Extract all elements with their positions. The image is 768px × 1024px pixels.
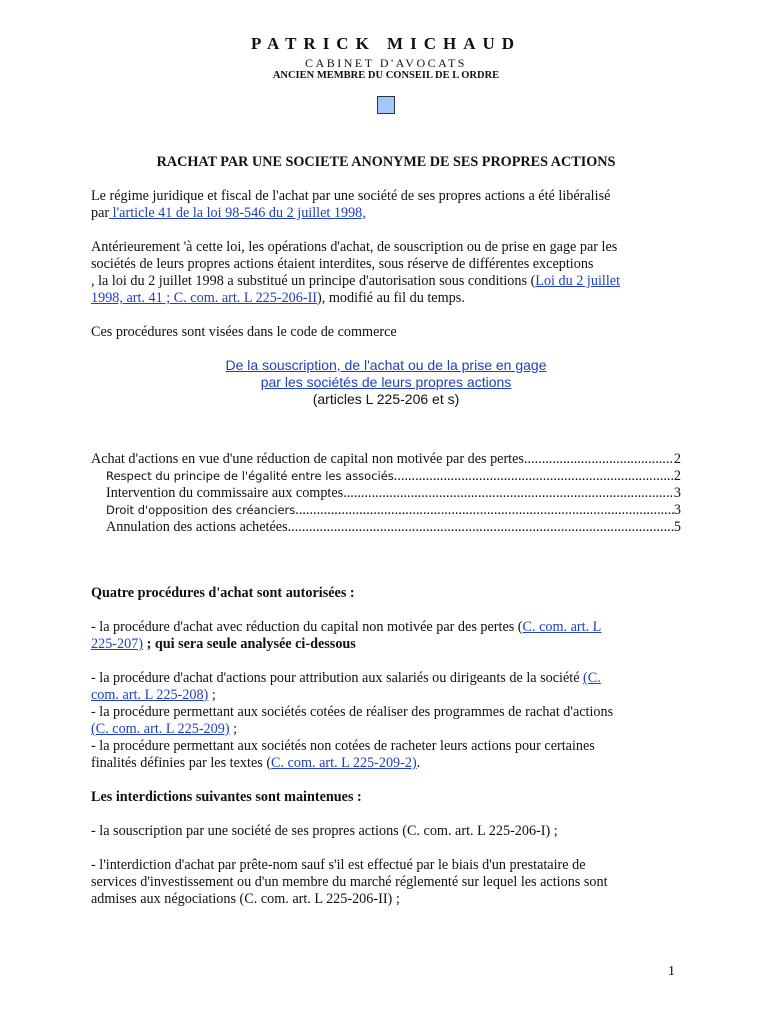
code-title-link-line2[interactable]: par les sociétés de leurs propres actions: [260, 374, 512, 390]
loi-art41-link-cont[interactable]: 1998, art. 41 ; C. com. art. L 225-206-II: [91, 290, 318, 306]
anterieurement-paragraph: [91, 239, 681, 307]
anterieurement-line3: , la loi du 2 juillet 1998 a substitué un principe d'autorisation sous conditions (: [91, 273, 536, 289]
table-of-contents: [91, 451, 681, 536]
procedure-item-3: - la procédure permettant aux sociétés cotées de réaliser des programmes de rachat d'actions (C. com. art. L 225-209) ;: [91, 704, 614, 737]
interdiction-item-1: - la souscription par une société de ses propres actions (C. com. art. L 225-206-I) ;: [91, 823, 558, 839]
firm-credential: ANCIEN MEMBRE DU CONSEIL DE L ORDRE: [272, 70, 500, 81]
toc-page-number: 3: [673, 502, 681, 518]
toc-page-number: 2: [673, 451, 681, 467]
code-title-link-line1[interactable]: De la souscription, de l'achat ou de la prise en gage: [225, 357, 547, 373]
code-articles-ref: (articles L 225-206 et s): [312, 391, 460, 407]
art-225-207-link-cont[interactable]: 225-207): [91, 636, 144, 652]
anterieurement-line2: sociétés de leurs propres actions étaient interdites, sous réserve de différentes exceptions: [91, 256, 594, 272]
intro-paragraph: [91, 188, 681, 222]
page-number: 1: [668, 964, 675, 979]
procedures-intro: Ces procédures sont visées dans le code de commerce: [91, 324, 397, 340]
interdictions-heading: Les interdictions suivantes sont maintenues :: [91, 789, 362, 805]
toc-entry[interactable]: Intervention du commissaire aux comptes ..... 3: [91, 485, 681, 502]
art-225-207-link[interactable]: C. com. art. L: [522, 619, 602, 635]
procedure-item-1: - la procédure d'achat avec réduction du capital non motivée par des pertes (C. com. art. L 225-207) ; qui sera seule analysée ci-dessous: [91, 619, 602, 652]
toc-entry[interactable]: Droit d'opposition des créanciers ..... 3: [91, 502, 681, 519]
quatre-procedures-heading: Quatre procédures d'achat sont autorisées :: [91, 585, 355, 601]
procedure-item-2: - la procédure d'achat d'actions pour attribution aux salariés ou dirigeants de la société (C. com. art. L 225-208) ;: [91, 670, 601, 703]
art-225-209-2-link[interactable]: C. com. art. L 225-209-2): [271, 755, 417, 771]
document-page: [91, 34, 681, 908]
firm-subtitle: CABINET D'AVOCATS: [305, 56, 467, 70]
art-225-209-link[interactable]: (C. com. art. L 225-209): [91, 721, 230, 737]
art-225-208-link[interactable]: (C.: [583, 670, 601, 686]
loi-1998-link[interactable]: l'article 41 de la loi 98-546 du 2 juillet 1998,: [109, 205, 366, 221]
logo-square-icon: [377, 96, 395, 114]
toc-entry[interactable]: Annulation des actions achetées ..... 5: [91, 519, 681, 536]
procedure-item-4: - la procédure permettant aux sociétés non cotées de racheter leurs actions pour certaines finalités définies par les textes (C. com. art. L 225-209-2).: [91, 738, 595, 771]
code-reference-heading: [91, 357, 681, 408]
loi-art41-link[interactable]: Loi du 2 juillet: [535, 273, 621, 289]
interdiction-item-2: - l'interdiction d'achat par prête-nom sauf s'il est effectué par le biais d'un prestataire de services d'investissement ou d'un membre du marché réglementé sur lequel les actions sont admises aux négociations (C. com. art. L 225-206-II) ;: [91, 857, 608, 907]
toc-entry[interactable]: Respect du principe de l'égalité entre les associés ..... 2: [91, 468, 681, 485]
toc-entry[interactable]: Achat d'actions en vue d'une réduction de capital non motivée par des pertes ..... 2: [91, 451, 681, 468]
intro-par: par: [91, 205, 110, 221]
toc-page-number: 3: [673, 485, 681, 501]
anterieurement-after: ), modifié au fil du temps.: [317, 290, 465, 306]
art-225-208-link-cont[interactable]: com. art. L 225-208): [91, 687, 209, 703]
toc-page-number: 2: [673, 468, 681, 484]
intro-text: Le régime juridique et fiscal de l'achat par une société de ses propres actions a été libéralisé: [91, 188, 611, 204]
firm-name: PATRICK MICHAUD: [250, 34, 522, 53]
anterieurement-line1: Antérieurement 'à cette loi, les opérations d'achat, de souscription ou de prise en gage par les: [91, 239, 618, 255]
toc-page-number: 5: [673, 519, 681, 535]
document-title: RACHAT PAR UNE SOCIETE ANONYME DE SES PROPRES ACTIONS: [156, 154, 616, 170]
